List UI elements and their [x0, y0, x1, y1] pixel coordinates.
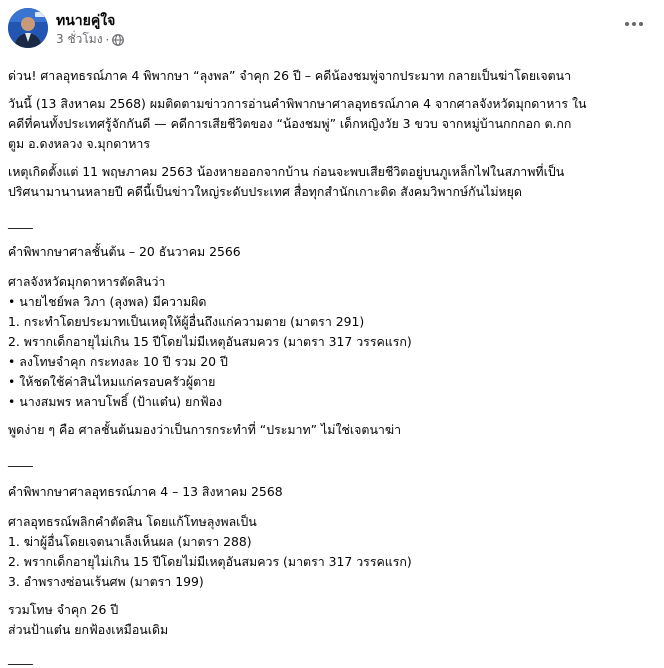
- author-name[interactable]: ทนายคู่ใจ: [56, 13, 116, 29]
- list-item: 3. อำพรางซ่อนเร้นศพ (มาตรา 199): [8, 574, 204, 589]
- list-item: 1. กระทำโดยประมาทเป็นเหตุให้ผู้อื่นถึงแก่ความตาย (มาตรา 291): [8, 314, 365, 329]
- more-options-icon-dot: [632, 22, 636, 26]
- avatar[interactable]: [8, 8, 48, 48]
- post-headline: ด่วน! ศาลอุทธรณ์ภาค 4 พิพากษา “ลุงพล” จำคุก 26 ปี – คดีน้องชมพู่จากประมาท กลายเป็นฆ่าโดยเจตนา: [8, 68, 572, 83]
- list-item: 2. พรากเด็กอายุไม่เกิน 15 ปีโดยไม่มีเหตุอันสมควร (มาตรา 317 วรรคแรก): [8, 554, 412, 569]
- post-body: [8, 66, 652, 668]
- post-paragraph-line: ปริศนามานานหลายปี คดีนี้เป็นข่าวใหญ่ระดับประเทศ สื่อทุกสำนักเกาะติด สังคมวิพากษ์กันไม่หยุด: [8, 184, 522, 199]
- list-item: • นายไชย์พล วิภา (ลุงพล) มีความผิด: [8, 294, 207, 309]
- list-item: • นางสมพร หลาบโพธิ์ (ป้าแต๋น) ยกฟ้อง: [8, 394, 223, 409]
- post-paragraph-line: พูดง่าย ๆ คือ ศาลชั้นต้นมองว่าเป็นการกระทำที่ “ประมาท” ไม่ใช่เจตนาฆ่า: [8, 422, 402, 437]
- section-heading: คำพิพากษาศาลชั้นต้น – 20 ธันวาคม 2566: [8, 244, 241, 259]
- more-options-icon-dot: [639, 22, 643, 26]
- post-paragraph-line: ตูม อ.ดงหลวง จ.มุกดาหาร: [8, 136, 150, 151]
- list-item: 2. พรากเด็กอายุไม่เกิน 15 ปีโดยไม่มีเหตุอันสมควร (มาตรา 317 วรรคแรก): [8, 334, 412, 349]
- post-meta: [56, 30, 124, 49]
- more-options-button[interactable]: [620, 12, 648, 36]
- section-heading: คำพิพากษาศาลอุทธรณ์ภาค 4 – 13 สิงหาคม 2568: [8, 484, 283, 499]
- list-item: 1. ฆ่าผู้อื่นโดยเจตนาเล็งเห็นผล (มาตรา 288): [8, 534, 252, 549]
- globe-icon[interactable]: [112, 34, 124, 46]
- post-header: [0, 0, 664, 56]
- post-paragraph-line: คดีที่คนทั้งประเทศรู้จักกันดี — คดีการเสียชีวิตของ “น้องชมพู่” เด็กหญิงวัย 3 ขวบ จากหมู่บ้านกกกอก ต.กก: [8, 116, 572, 131]
- post-paragraph-line: เหตุเกิดตั้งแต่ 11 พฤษภาคม 2563 น้องหายออกจากบ้าน ก่อนจะพบเสียชีวิตอยู่บนภูเหล็กไฟในสภาพที่เป็น: [8, 164, 565, 179]
- post-divider: ____: [8, 650, 33, 665]
- more-options-icon-dot: [625, 22, 629, 26]
- post-divider: ____: [8, 214, 33, 229]
- post-time[interactable]: 3 ชั่วโมง: [56, 32, 103, 46]
- post-paragraph-line: รวมโทษ จำคุก 26 ปี: [8, 602, 119, 617]
- meta-separator: ·: [105, 32, 110, 47]
- post-paragraph-line: วันนี้ (13 สิงหาคม 2568) ผมติดตามข่าวการอ่านคำพิพากษาศาลอุทธรณ์ภาค 4 จากศาลจังหวัดมุกดาหาร ใน: [8, 96, 587, 111]
- avatar-image: [8, 8, 48, 48]
- list-item: • ให้ชดใช้ค่าสินไหมแก่ครอบครัวผู้ตาย: [8, 374, 216, 389]
- list-item: • ลงโทษจำคุก กระทงละ 10 ปี รวม 20 ปี: [8, 354, 228, 369]
- post-paragraph-line: ศาลอุทธรณ์พลิกคำตัดสิน โดยแก้โทษลุงพลเป็น: [8, 514, 257, 529]
- post-divider: ____: [8, 452, 33, 467]
- post-paragraph-line: ศาลจังหวัดมุกดาหารตัดสินว่า: [8, 274, 166, 289]
- post-paragraph-line: ส่วนป้าแต๋น ยกฟ้องเหมือนเดิม: [8, 622, 169, 637]
